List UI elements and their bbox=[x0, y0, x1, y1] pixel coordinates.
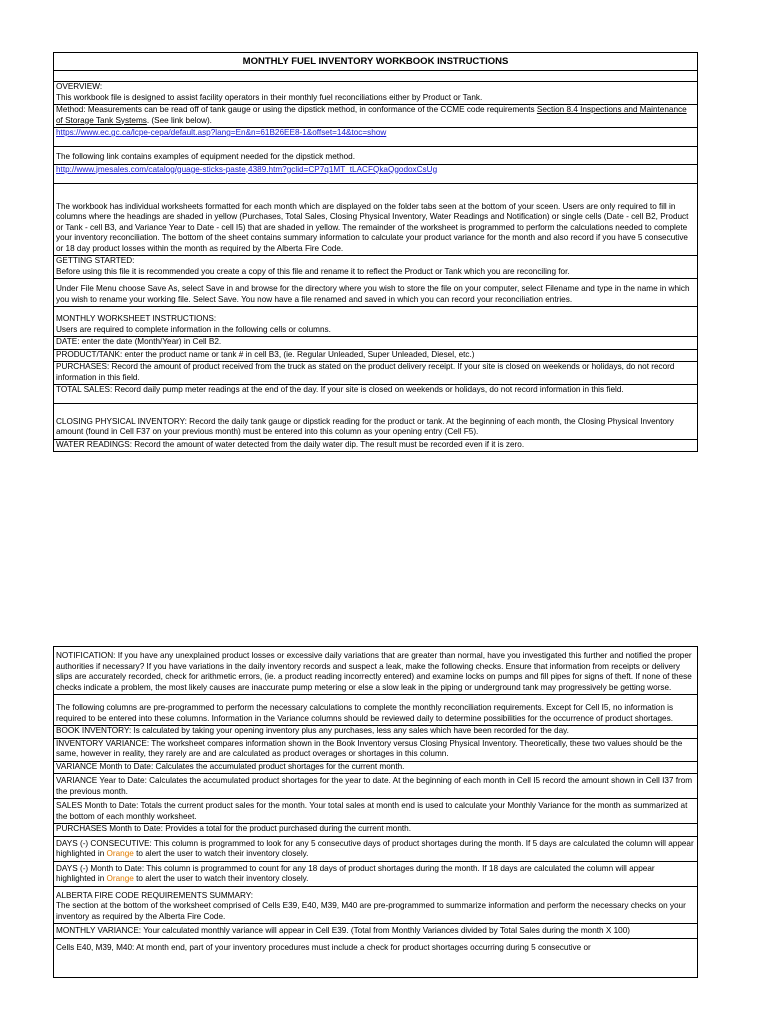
product-cell bbox=[53, 349, 698, 363]
days-consecutive-cell bbox=[53, 836, 698, 862]
notification-cell bbox=[53, 646, 698, 695]
days-month-text: DAYS (-) Month to Date: This column is programmed to count for any 18 days of product shortages during the month. If 18 days are calculated the column will appear highlighted in bbox=[56, 863, 655, 883]
days-consecutive-text: DAYS (-) CONSECUTIVE: This column is programmed to look for any 5 consecutive days of product shortages during the month. If 5 days are calculated the column will appear highlighted in bbox=[56, 838, 694, 858]
notification-text: NOTIFICATION: If you have any unexplained product losses or excessive daily variations that are greater than normal, have you investigated this further and notified the proper authorities if necessary? If you have variations in the daily inventory records and suspect a leak, make the following checks. Ensure that information from receipts or delivery slips are accurately recorded, check for arithmetic errors, (ie. a product reading incorrectly entered) and examine locks on pumps and fill pipes for signs of theft. If none of these checks indicate a problem, the most likely causes are inaccurate pump metering or else a slow leak in the piping or underground tank may progressively be getting worse. bbox=[56, 651, 692, 692]
purchases-month-cell bbox=[53, 823, 698, 837]
jmesales-link[interactable]: http://www.jmesales.com/catalog/guage-sticks-paste,4389.htm?gclid=CP7q1MT_tLACFQkaQgodoxCsUg bbox=[56, 164, 438, 174]
link-cell-ccme bbox=[53, 127, 698, 147]
sales-month-cell bbox=[53, 798, 698, 824]
monthly-variance-text: MONTHLY VARIANCE: Your calculated monthly variance will appear in Cell E39. (Total from Monthly Variances divided by Total Sales during the month X 100) bbox=[56, 926, 631, 935]
days-consecutive-text-end: to alert the user to watch their inventory closely. bbox=[133, 849, 309, 858]
days-month-text-end: to alert the user to watch their inventory closely. bbox=[133, 874, 309, 883]
file-menu-text: Under File Menu choose Save As, select Save in and browse for the directory where you wish to store the file on your computer, select Filename and type in the name in which you wish to rename your working file. Select Save. You now have a file renamed and saved in which you can record your reconciliation entries. bbox=[56, 284, 690, 304]
water-readings-cell bbox=[53, 439, 698, 453]
overview-body: This workbook file is designed to assist facility operators in their monthly fuel reconciliations either by Product or Tank. bbox=[56, 92, 483, 102]
purchases-month-text: PURCHASES Month to Date: Provides a total for the product purchased during the current month. bbox=[56, 824, 411, 833]
cells-e40-text: Cells E40, M39, M40: At month end, part of your inventory procedures must include a check for product shortages occurring during 5 consecutive or bbox=[56, 942, 591, 952]
page-title: MONTHLY FUEL INVENTORY WORKBOOK INSTRUCTIONS bbox=[53, 52, 698, 71]
overview-cell bbox=[53, 81, 698, 105]
method-text: Method: Measurements can be read off of tank gauge or using the dipstick method, in conformance of the CCME code requirements bbox=[56, 105, 537, 114]
date-text: DATE: enter the date (Month/Year) in Cell B2. bbox=[56, 337, 222, 346]
method-text-end: . (See link below). bbox=[146, 115, 212, 125]
inventory-variance-cell bbox=[53, 738, 698, 762]
worksheets-text: The workbook has individual worksheets formatted for each month which are displayed on the folder tabs seen at the bottom of your sceen. Users are only required to fill in columns where the headings are shaded in yellow (Purchases, Total Sales, Closing Physical Inventory, Water Readings and Notification) or single cells (Date - cell B2, Product or Tank - cell B3, and Variance Year to Date - cell I5) that are shaded in yellow. The remainder of the worksheet is programmed to perform the calculations needed to complete your inventory reconciliation. The bottom of the sheet contains summary information to calculate your product variance for the month and also record if you have 5 consecutive or 18 day product losses within the month as required by the Alberta Fire Code. bbox=[56, 201, 689, 253]
days-consecutive-color-word: Orange bbox=[106, 849, 134, 858]
preprogrammed-cell bbox=[53, 694, 698, 726]
monthly-variance-cell bbox=[53, 923, 698, 939]
variance-month-cell bbox=[53, 761, 698, 775]
monthly-instructions-body: Users are required to complete information in the following cells or columns. bbox=[56, 324, 331, 334]
total-sales-cell bbox=[53, 384, 698, 404]
examples-text: The following link contains examples of equipment needed for the dipstick method. bbox=[56, 152, 356, 161]
days-month-cell bbox=[53, 861, 698, 887]
getting-started-cell bbox=[53, 255, 698, 279]
method-cell bbox=[53, 104, 698, 128]
getting-started-body: Before using this file it is recommended you create a copy of this file and rename it to reflect the Product or Tank which you are reconciling for. bbox=[56, 266, 570, 276]
ccme-link[interactable]: https://www.ec.gc.ca/lcpe-cepa/default.asp?lang=En&n=61B26EE8-1&offset=14&toc=show bbox=[56, 128, 387, 137]
days-month-color-word: Orange bbox=[106, 874, 134, 883]
purchases-text: PURCHASES: Record the amount of product received from the truck as stated on the product delivery receipt. If your site is closed on weekends or holidays, do not record information in this field. bbox=[56, 362, 675, 382]
purchases-cell bbox=[53, 361, 698, 385]
variance-year-cell bbox=[53, 773, 698, 799]
getting-started-heading: GETTING STARTED: bbox=[56, 256, 135, 265]
examples-cell bbox=[53, 146, 698, 165]
monthly-instructions-heading: MONTHLY WORKSHEET INSTRUCTIONS: bbox=[56, 314, 217, 323]
variance-year-text: VARIANCE Year to Date: Calculates the accumulated product shortages for the year to date. At the beginning of each month in Cell I5 record the amount shown in Cell I37 from the previous month. bbox=[56, 776, 693, 796]
closing-inventory-text: CLOSING PHYSICAL INVENTORY: Record the daily tank gauge or dipstick reading for the product or tank. At the beginning of each month, the Closing Physical Inventory amount (found in Cell F37 on your previous month) must be entered into this column as your opening entry (Cell F5). bbox=[56, 416, 674, 436]
preprogrammed-text: The following columns are pre-programmed to perform the necessary calculations to complete the monthly reconciliation requirements. Except for Cell I5, no information is required to be entered into these columns. Information in the Variance columns should be reviewed daily to determine possibilities for the occurrence of product shortages. bbox=[56, 703, 674, 723]
instructions-sheet-bottom bbox=[53, 647, 698, 978]
closing-inventory-cell bbox=[53, 403, 698, 440]
link-cell-jme bbox=[53, 164, 698, 184]
afc-summary-heading: ALBERTA FIRE CODE REQUIREMENTS SUMMARY: bbox=[56, 890, 253, 900]
monthly-instructions-cell bbox=[53, 306, 698, 337]
method-section-link[interactable]: Section 8.4 Inspections and Maintenance of Storage Tank Systems bbox=[56, 105, 687, 125]
cells-e40-cell bbox=[53, 938, 698, 978]
inventory-variance-text: INVENTORY VARIANCE: The worksheet compares information shown in the Book Inventory versus Closing Physical Inventory. Theoretically, these two values should be the same, however in reality, they rarely are and are calculated as product overages or shortages in this column. bbox=[56, 738, 683, 758]
total-sales-text: TOTAL SALES: Record daily pump meter readings at the end of the day. If your site is closed on weekends or holidays, do not record information in this field. bbox=[56, 385, 624, 394]
overview-heading: OVERVIEW: bbox=[56, 82, 103, 91]
sales-month-text: SALES Month to Date: Totals the current product sales for the month. Your total sales at month end is used to calculate your Monthly Variance for the month as summarized at the bottom of each monthly worksheet. bbox=[56, 801, 688, 821]
variance-month-text: VARIANCE Month to Date: Calculates the accumulated product shortages for the current month. bbox=[56, 761, 405, 771]
water-readings-text: WATER READINGS: Record the amount of water detected from the daily water dip. The result must be recorded even if it is zero. bbox=[56, 439, 525, 449]
worksheets-cell bbox=[53, 183, 698, 257]
afc-summary-body: The section at the bottom of the worksheet comprised of Cells E39, E40, M39, M40 are pre-programmed to summarize information and perform the necessary checks on your inventory as required by the Alberta Fire Code. bbox=[56, 901, 686, 921]
instructions-sheet-top bbox=[53, 53, 698, 452]
date-cell bbox=[53, 336, 698, 350]
file-menu-cell bbox=[53, 278, 698, 307]
book-inventory-text: BOOK INVENTORY: Is calculated by taking your opening inventory plus any purchases, less any sales which have been recorded for the day. bbox=[56, 726, 569, 735]
afc-summary-cell bbox=[53, 886, 698, 925]
book-inventory-cell bbox=[53, 725, 698, 739]
product-text: PRODUCT/TANK: enter the product name or tank # in cell B3, (ie. Regular Unleaded, Super Unleaded, Diesel, etc.) bbox=[56, 349, 475, 359]
